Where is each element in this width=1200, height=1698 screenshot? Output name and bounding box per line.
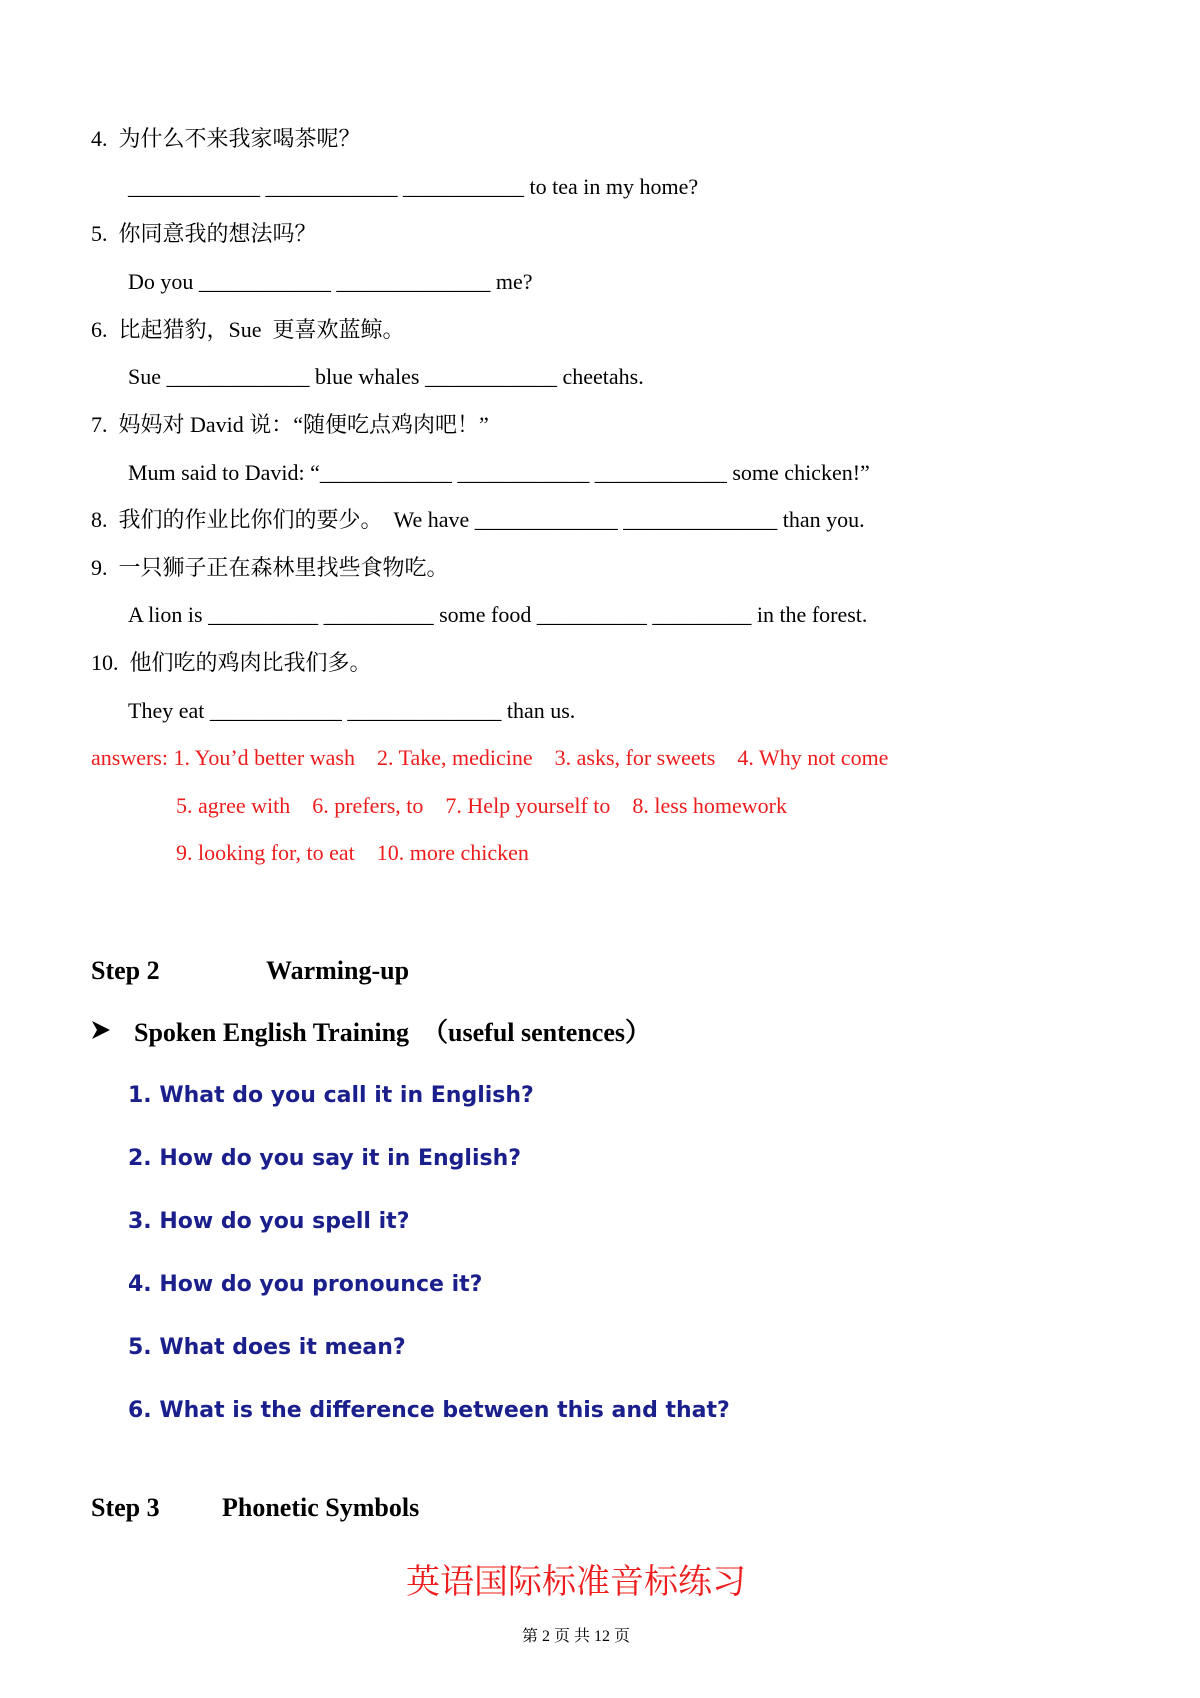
question-7-en: Mum said to David: “____________ ____________ ____________ some chicken!”: [128, 460, 870, 485]
step2-subheading: Spoken English Training （useful sentences）: [134, 1018, 651, 1047]
step3-label: Step 3: [91, 1493, 160, 1522]
page-footer: 第 2 页 共 12 页: [521, 1628, 630, 1645]
useful-sentence-3: 3. How do you spell it?: [128, 1209, 410, 1234]
question-5-en: Do you ____________ ______________ me?: [128, 269, 533, 294]
answers-line-3: 9. looking for, to eat 10. more chicken: [176, 840, 529, 865]
question-5-cn: 5. 你同意我的想法吗？: [91, 221, 317, 246]
question-10-en: They eat ____________ ______________ than us.: [128, 698, 576, 723]
question-9-cn: 9. 一只狮子正在森林里找些食物吃。: [91, 555, 449, 580]
question-7-cn: 7. 妈妈对 David 说：“随便吃点鸡肉吧！”: [91, 412, 489, 437]
step2-label: Step 2: [91, 956, 160, 985]
question-8: 8. 我们的作业比你们的要少。 We have _____________ ______________ than you.: [91, 507, 865, 532]
useful-sentence-6: 6. What is the difference between this and that?: [128, 1398, 730, 1423]
question-9-en: A lion is __________ __________ some food __________ _________ in the forest.: [128, 602, 868, 627]
question-10-cn: 10. 他们吃的鸡肉比我们多。: [91, 650, 372, 675]
useful-sentence-4: 4. How do you pronounce it?: [128, 1272, 483, 1297]
answers-line-1: answers: 1. You’d better wash 2. Take, medicine 3. asks, for sweets 4. Why not come: [91, 745, 889, 770]
question-4-en: ____________ ____________ ___________ to tea in my home?: [128, 174, 699, 199]
question-4-cn: 4. 为什么不来我家喝茶呢？: [91, 126, 361, 151]
question-6-en: Sue _____________ blue whales ____________ cheetahs.: [128, 364, 644, 389]
question-6-cn: 6. 比起猎豹，Sue 更喜欢蓝鲸。: [91, 317, 405, 342]
useful-sentence-5: 5. What does it mean?: [128, 1335, 406, 1360]
useful-sentence-2: 2. How do you say it in English?: [128, 1146, 522, 1171]
useful-sentence-1: 1. What do you call it in English?: [128, 1083, 534, 1108]
arrow-bullet-icon: [90, 1019, 112, 1041]
answers-line-2: 5. agree with 6. prefers, to 7. Help yourself to 8. less homework: [176, 793, 787, 818]
step3-title: Phonetic Symbols: [222, 1493, 420, 1522]
phonetic-practice-title: 英语国际标准音标练习: [406, 1562, 746, 1602]
step2-title: Warming-up: [266, 956, 410, 985]
